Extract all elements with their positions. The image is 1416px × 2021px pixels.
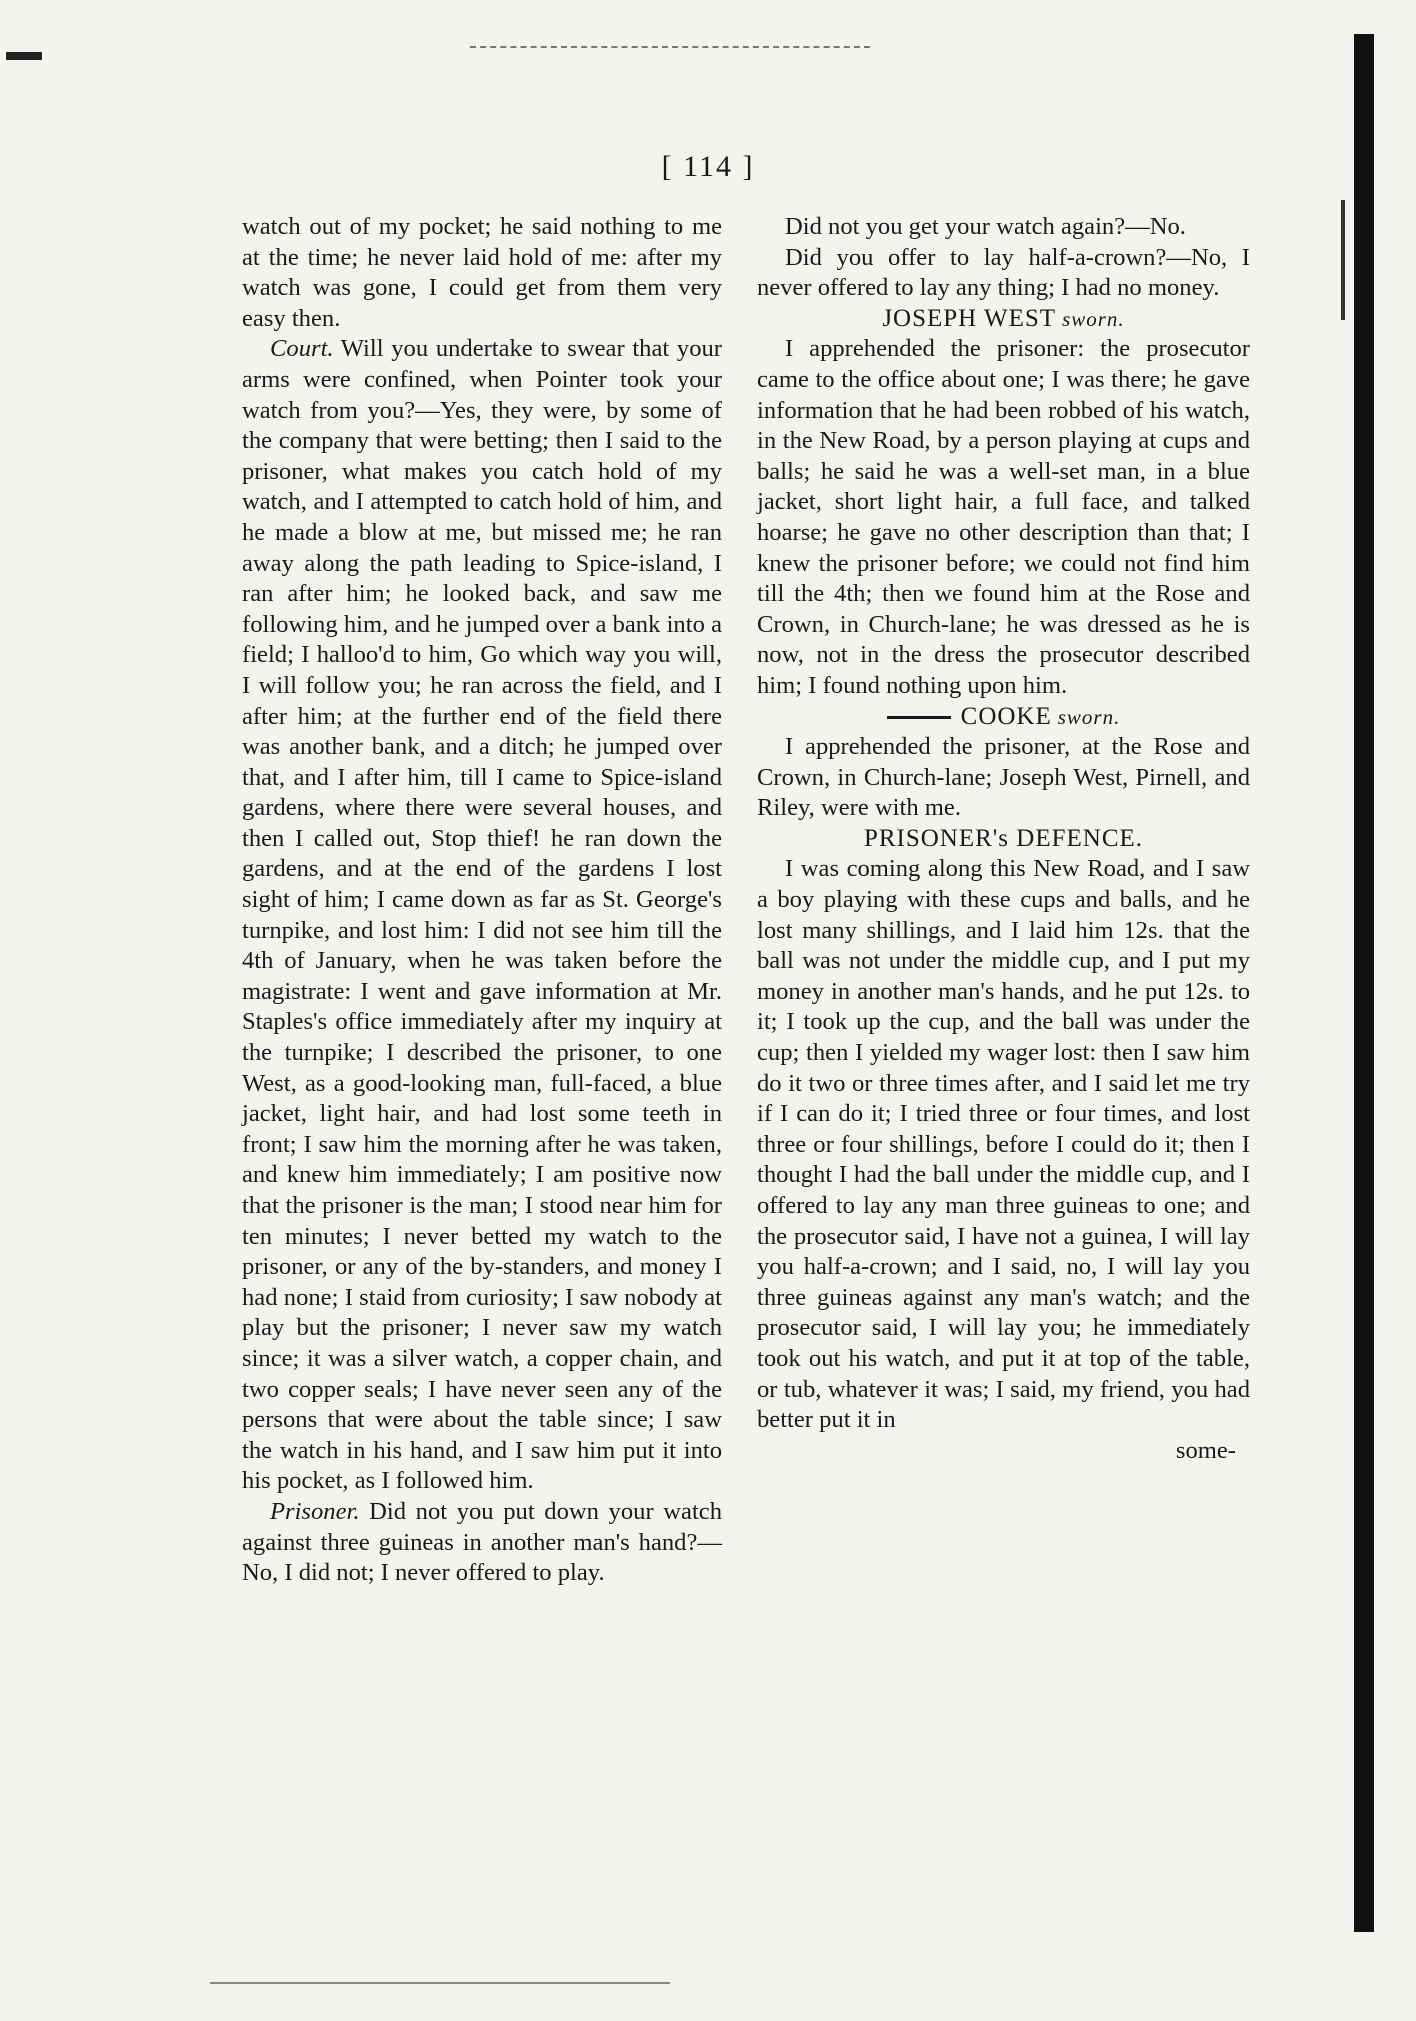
paragraph: Did you offer to lay half-a-crown?—No, I never offered to lay any thing; I had no money. xyxy=(757,243,1250,302)
paragraph xyxy=(242,1497,722,1589)
catchword: some- xyxy=(1175,1436,1236,1464)
name-dash xyxy=(887,716,951,719)
paragraph: I apprehended the prisoner, at the Rose and Crown, in Church-lane; Joseph West, Pirnell, and Riley, were with me. xyxy=(757,733,1250,822)
paragraph: Did not you get your watch again?—No. xyxy=(785,213,1186,240)
witness-name: COOKE xyxy=(960,702,1052,730)
paragraph-text: watch out of my pocket; he said nothing to me at the time; he never laid hold of me: after my watch was gone, I could get from them very easy then. xyxy=(242,213,722,332)
paragraph: I was coming along this New Road, and I saw a boy playing with these cups and balls, and he lost many shillings, and I laid him 12s. that the ball was not under the middle cup, and I put my money in another man's hands, and he put 12s. to it; I took up the cup, and the ball was under the cup; then I yielded my wager lost: then I saw him do it two or three times after, and I said let me try if I can do it; I tried three or four times, and lost three or four shillings, before I could do it; then I thought I had the ball under the middle cup, and I offered to lay any man three guineas to one; and the prosecutor said, I have not a guinea, I will lay you half-a-crown; and I said, no, I will lay you three guineas against any man's watch; and the prosecutor said, I will lay you; he immediately took out his watch, and put it at top of the table, or tub, whatever it was; I said, my friend, you had better put it in xyxy=(757,855,1250,1434)
witness-name: JOSEPH WEST xyxy=(882,304,1057,332)
speaker-label: Prisoner. xyxy=(270,1497,360,1525)
scan-binding-edge xyxy=(1354,34,1374,1932)
sworn-label: sworn. xyxy=(1062,306,1125,331)
paragraph xyxy=(242,334,722,1497)
scan-bottom-rule xyxy=(210,1982,670,1985)
paragraph-text: Did not you put down your watch against three guineas in another man's hand?—No, I did not; I never offered to play. xyxy=(242,1497,722,1587)
left-column xyxy=(242,212,722,1589)
witness-heading-cooke xyxy=(757,702,1250,733)
sworn-label: sworn. xyxy=(1057,704,1121,729)
page-number: [ 114 ] xyxy=(661,150,755,183)
paragraph xyxy=(242,212,722,334)
paragraph: I apprehended the prisoner: the prosecutor came to the office about one; I was there; he gave information that he had been robbed of his watch, in the New Road, by a person playing at cups and balls; he said he was a well-set man, in a blue jacket, short light hair, a full face, and talked hoarse; he gave no other description than that; I knew the prisoner before; we could not find him till the 4th; then we found him at the Rose and Crown, in Church-lane; he was dressed as he is now, not in the dress the prosecutor described him; I found nothing upon him. xyxy=(757,335,1250,699)
right-column xyxy=(757,212,1250,1466)
speaker-label: Court. xyxy=(270,335,334,363)
scan-binding-edge-secondary xyxy=(1341,200,1345,320)
witness-heading-west xyxy=(757,304,1250,335)
scan-corner-mark xyxy=(6,52,42,60)
defence-heading: PRISONER's DEFENCE. xyxy=(863,824,1144,852)
scan-top-rule xyxy=(470,46,870,49)
paragraph-text: Will you undertake to swear that your arms were confined, when Pointer took your watch from you?—Yes, they were, by some of the company that were betting; then I said to the prisoner, what makes you catch hold of my watch, and I attempted to catch hold of him, and he made a blow at me, but missed me; he ran away along the path leading to Spice-island, I ran after him; he looked back, and saw me following him, and he jumped over a bank into a field; I halloo'd to him, Go which way you will, I will follow you; he ran across the field, and I after him; at the further end of the field there was another bank, and a ditch; he jumped over that, and I after him, till I came to Spice-island gardens, where there were several houses, and then I called out, Stop thief! he ran down the gardens, and at the end of the gardens I lost sight of him; I came down as far as St. George's turnpike, and lost him: I did not see him till the 4th of January, when he was taken before the magistrate: I went and gave information at Mr. Staples's office immediately after my inquiry at the turnpike; I described the prisoner, to one West, as a good-looking man, full-faced, a blue jacket, light hair, and had lost some teeth in front; I saw him the morning after he was taken, and knew him immediately; I am positive now that the prisoner is the man; I stood near him for ten minutes; I never betted my watch to the prisoner, or any of the by-standers, and money I had none; I staid from curiosity; I saw nobody at play but the prisoner; I never saw my watch since; it was a silver watch, a copper chain, and two copper seals; I have never seen any of the persons that were about the table since; I saw the watch in his hand, and I saw him put it into his pocket, as I followed him. xyxy=(242,335,722,1495)
